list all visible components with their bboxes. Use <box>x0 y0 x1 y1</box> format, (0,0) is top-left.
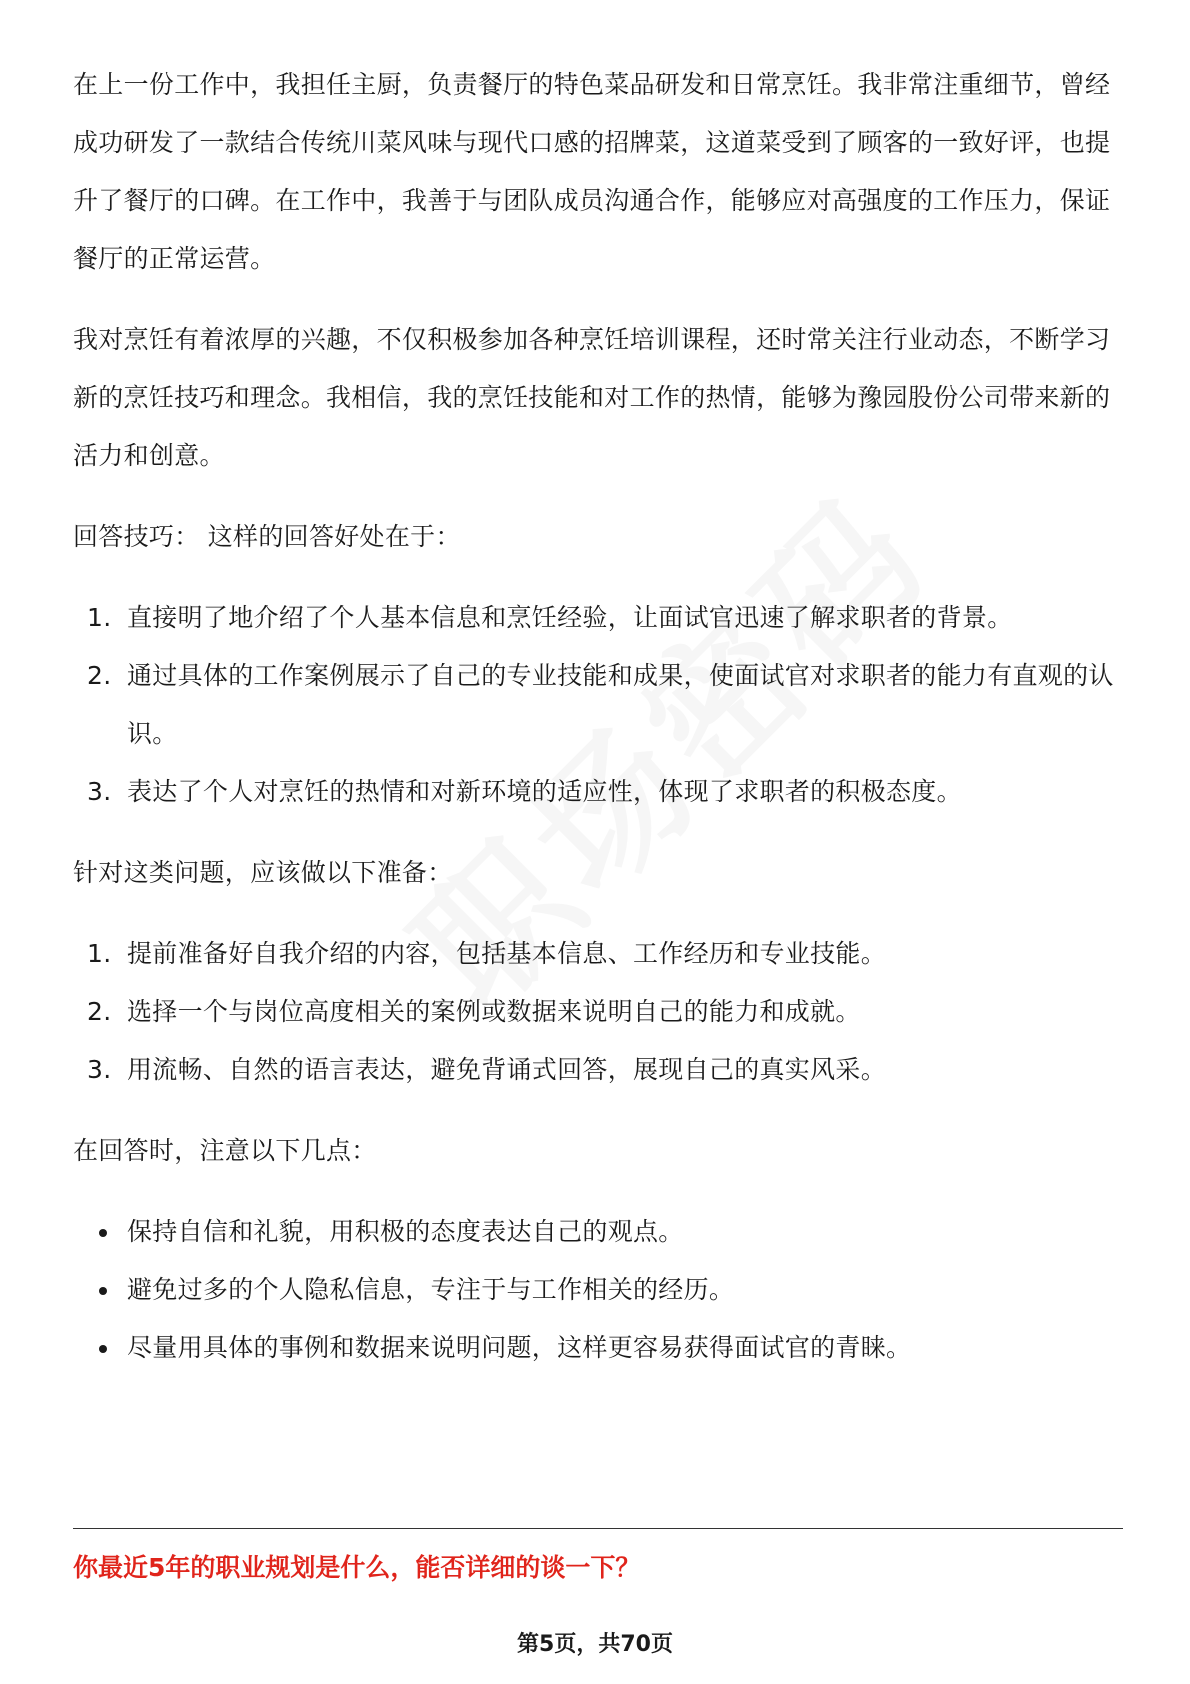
notes-heading: 在回答时，注意以下几点： <box>73 1136 377 1165</box>
list-item-text: 通过具体的工作案例展示了自己的专业技能和成果，使面试官对求职者的能力有直观的认识。 <box>127 661 1114 748</box>
list-item-text: 保持自信和礼貌，用积极的态度表达自己的观点。 <box>127 1217 684 1246</box>
list-item-text: 表达了个人对烹饪的热情和对新环境的适应性，体现了求职者的积极态度。 <box>127 777 962 806</box>
prep-heading: 针对这类问题，应该做以下准备： <box>73 858 453 887</box>
list-number: 3. <box>87 777 112 806</box>
list-number: 2. <box>87 661 112 690</box>
list-item-text: 用流畅、自然的语言表达，避免背诵式回答，展现自己的真实风采。 <box>127 1055 887 1084</box>
notes-list <box>73 1203 1123 1377</box>
answer-paragraph-1: 在上一份工作中，我担任主厨，负责餐厅的特色菜品研发和日常烹饪。我非常注重细节，曾经成功研发了一款结合传统川菜风味与现代口感的招牌菜，这道菜受到了顾客的一致好评，也提升了餐厅的口碑。在工作中，我善于与团队成员沟通合作，能够应对高强度的工作压力，保证餐厅的正常运营。 <box>73 70 1111 273</box>
prep-list <box>73 925 1123 1099</box>
list-item-text: 避免过多的个人隐私信息，专注于与工作相关的经历。 <box>127 1275 735 1304</box>
list-number: 2. <box>87 997 112 1026</box>
next-question-heading: 你最近5年的职业规划是什么，能否详细的谈一下？ <box>73 1553 641 1582</box>
list-item-text: 提前准备好自我介绍的内容，包括基本信息、工作经历和专业技能。 <box>127 939 887 968</box>
list-item <box>73 1261 1123 1319</box>
bullet-icon <box>99 1345 107 1353</box>
bullet-icon <box>99 1229 107 1237</box>
list-item <box>73 763 1123 821</box>
list-item-text: 选择一个与岗位高度相关的案例或数据来说明自己的能力和成就。 <box>127 997 861 1026</box>
list-number: 3. <box>87 1055 112 1084</box>
tips-list <box>73 589 1123 821</box>
list-item <box>73 589 1123 647</box>
list-item <box>73 647 1123 763</box>
list-item-text: 尽量用具体的事例和数据来说明问题，这样更容易获得面试官的青睐。 <box>127 1333 912 1362</box>
page-number: 第5页，共70页 <box>517 1632 673 1657</box>
answer-content <box>73 56 1123 1400</box>
tips-heading: 回答技巧： 这样的回答好处在于： <box>73 522 461 551</box>
section-divider <box>73 1528 1123 1529</box>
list-number: 1. <box>87 939 112 968</box>
list-item-text: 直接明了地介绍了个人基本信息和烹饪经验，让面试官迅速了解求职者的背景。 <box>127 603 1013 632</box>
list-item <box>73 1203 1123 1261</box>
list-number: 1. <box>87 603 112 632</box>
bullet-icon <box>99 1287 107 1295</box>
list-item <box>73 1041 1123 1099</box>
list-item <box>73 983 1123 1041</box>
answer-paragraph-2: 我对烹饪有着浓厚的兴趣，不仅积极参加各种烹饪培训课程，还时常关注行业动态，不断学习新的烹饪技巧和理念。我相信，我的烹饪技能和对工作的热情，能够为豫园股份公司带来新的活力和创意。 <box>73 325 1111 470</box>
list-item <box>73 1319 1123 1377</box>
list-item <box>73 925 1123 983</box>
